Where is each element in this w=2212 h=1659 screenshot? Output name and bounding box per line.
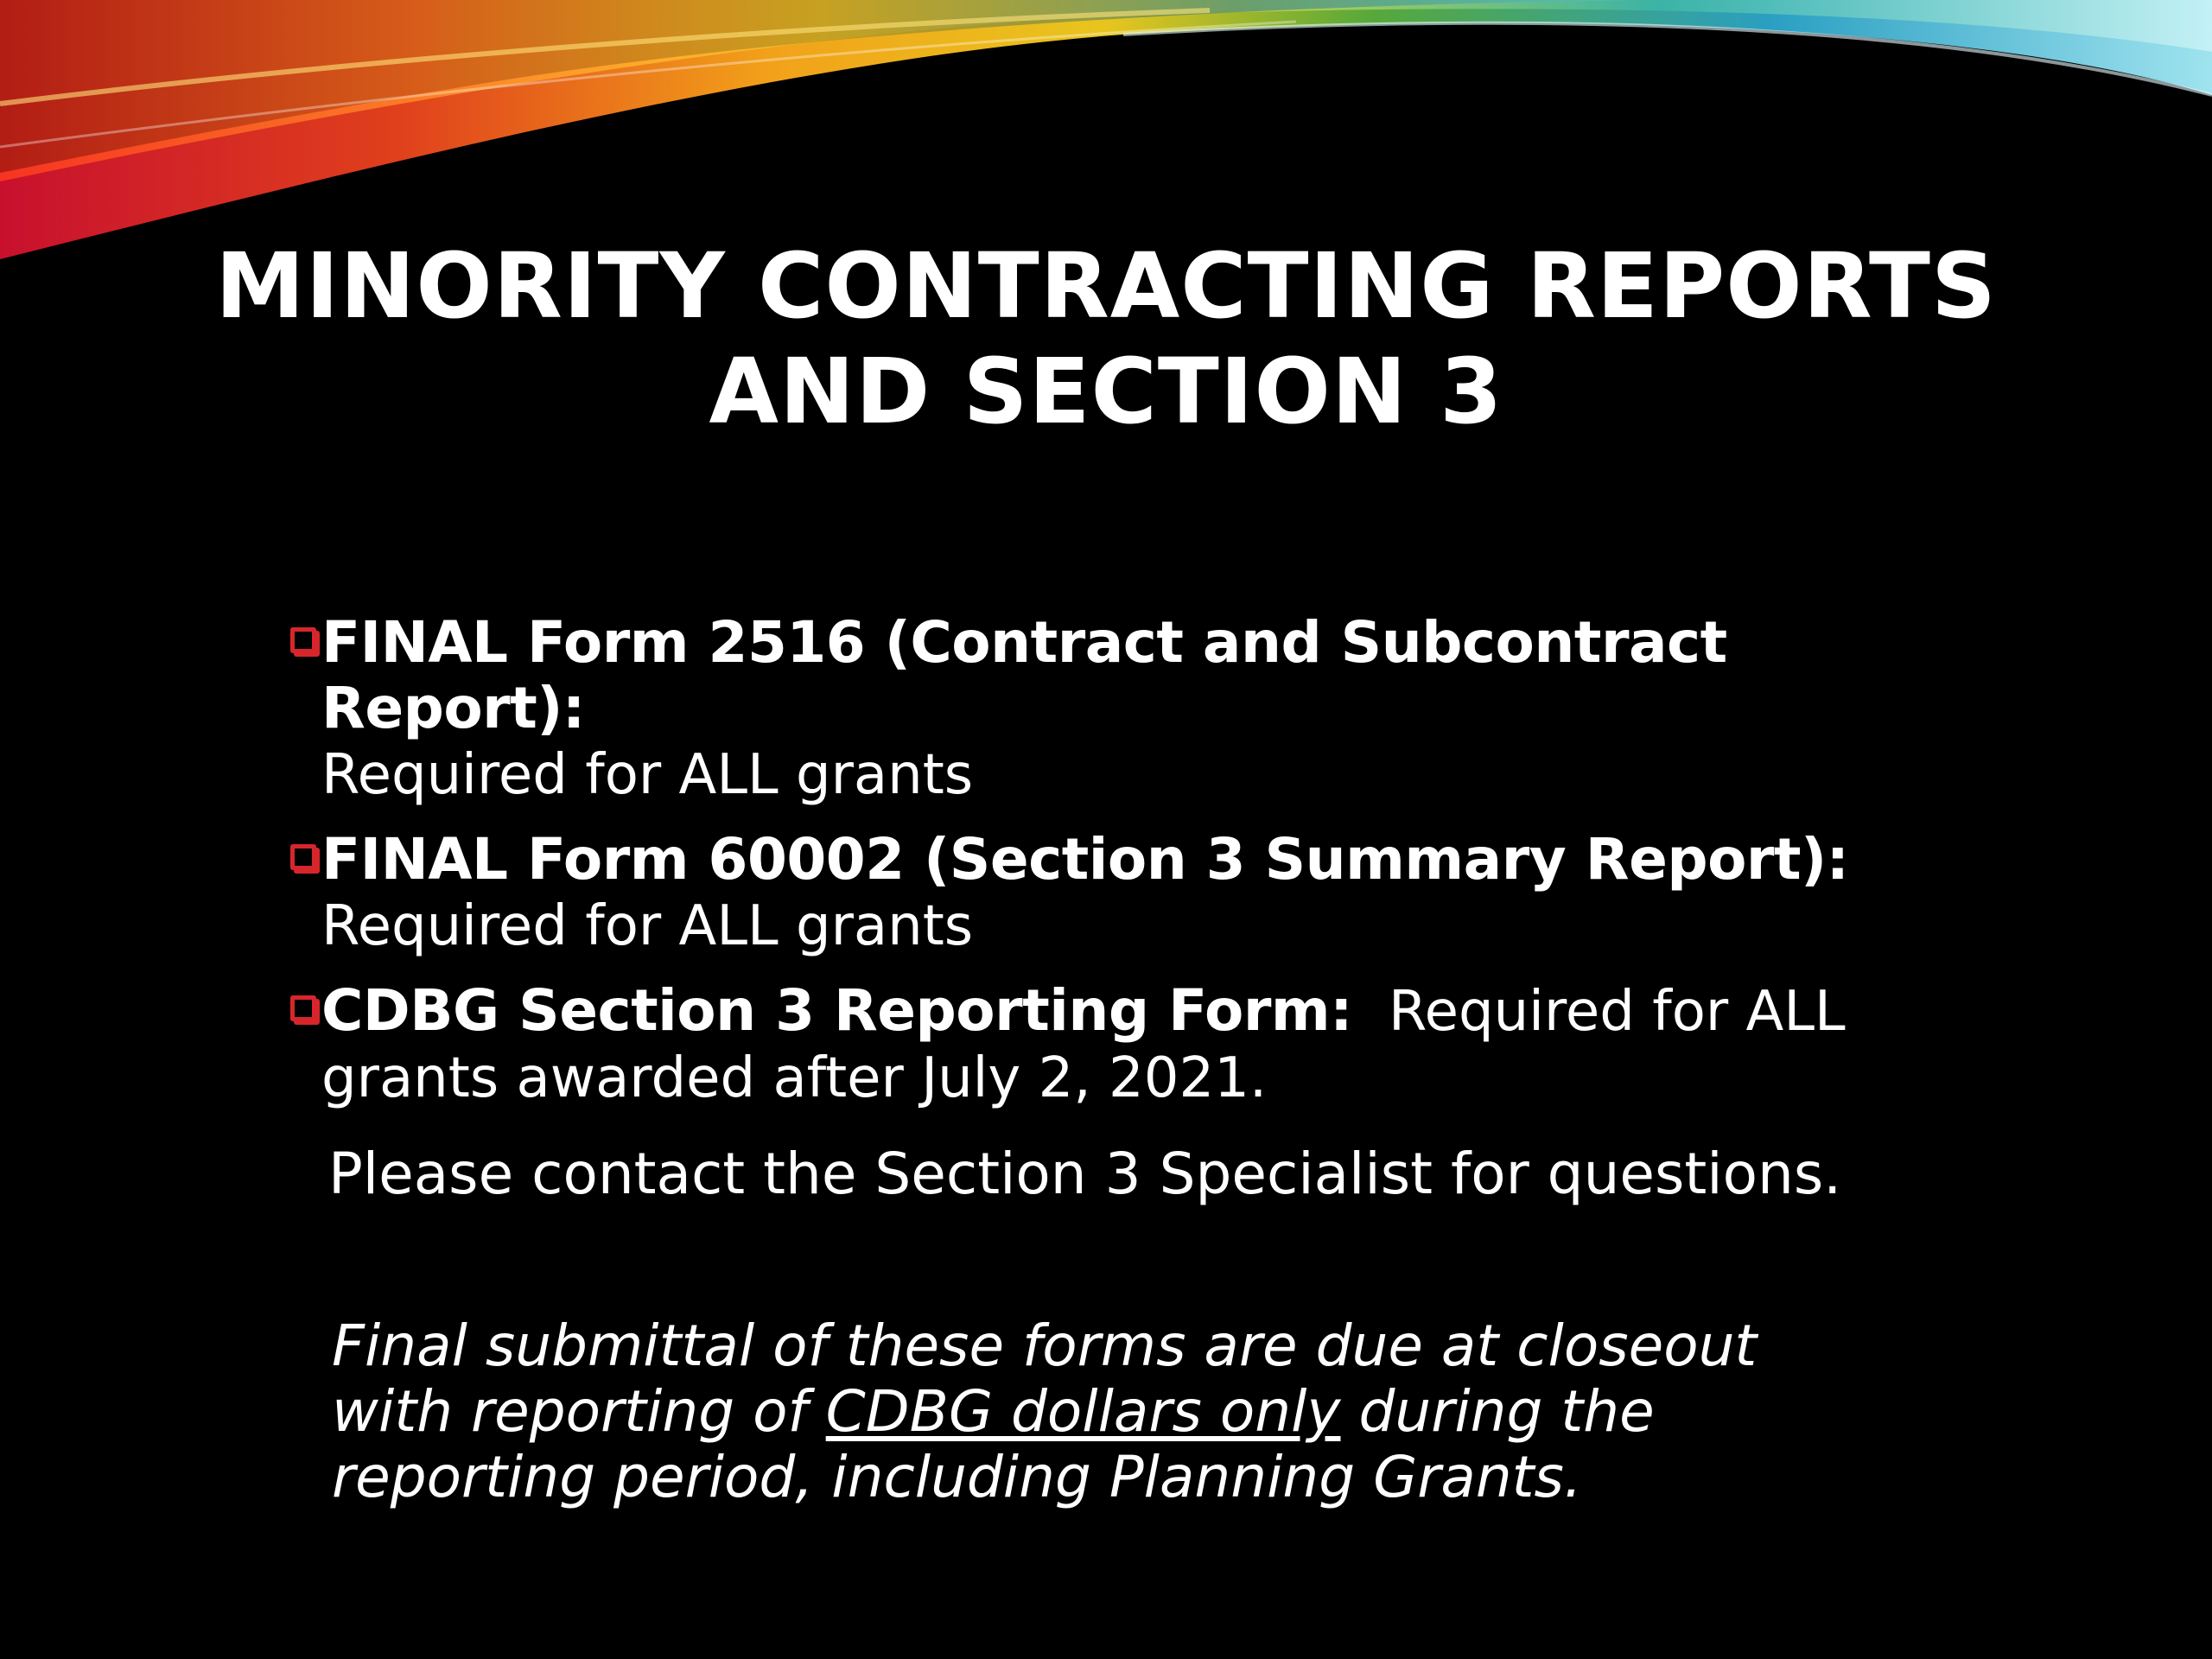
list-item [290, 827, 1984, 959]
list-item [290, 978, 1984, 1111]
slide-title [156, 233, 2056, 444]
checkbox-bullet-icon [290, 627, 316, 653]
form-name: FINAL Form 2516 (Contract and Subcontract Report): [321, 609, 1727, 741]
form-name: FINAL Form 60002 (Section 3 Summary Report): [321, 826, 1849, 893]
closeout-note [332, 1313, 1887, 1510]
list-item [290, 610, 1984, 808]
contact-note: Please contact the Section 3 Specialist for questions. [328, 1141, 1842, 1207]
requirements-list [290, 610, 1984, 1130]
form-requirement: Required for ALL grants [321, 894, 974, 958]
form-requirement: Required for ALL grants [321, 743, 974, 807]
form-requirement: Required for ALL grants awarded after July 2, 2021. [321, 980, 1846, 1110]
closeout-note-before: Final submittal of these forms are due at closeout with reporting of [332, 1313, 1758, 1445]
closeout-note-after: during the reporting period, including Planning Grants. [332, 1378, 1655, 1510]
checkbox-bullet-icon [290, 995, 316, 1021]
closeout-note-underlined: CDBG dollars only [825, 1378, 1341, 1445]
form-name: CDBG Section 3 Reporting Form: [321, 977, 1353, 1044]
slide-title-line-1: MINORITY CONTRACTING REPORTS [215, 233, 1997, 339]
checkbox-bullet-icon [290, 844, 316, 870]
slide-title-line-2: AND SECTION 3 [709, 339, 1503, 444]
